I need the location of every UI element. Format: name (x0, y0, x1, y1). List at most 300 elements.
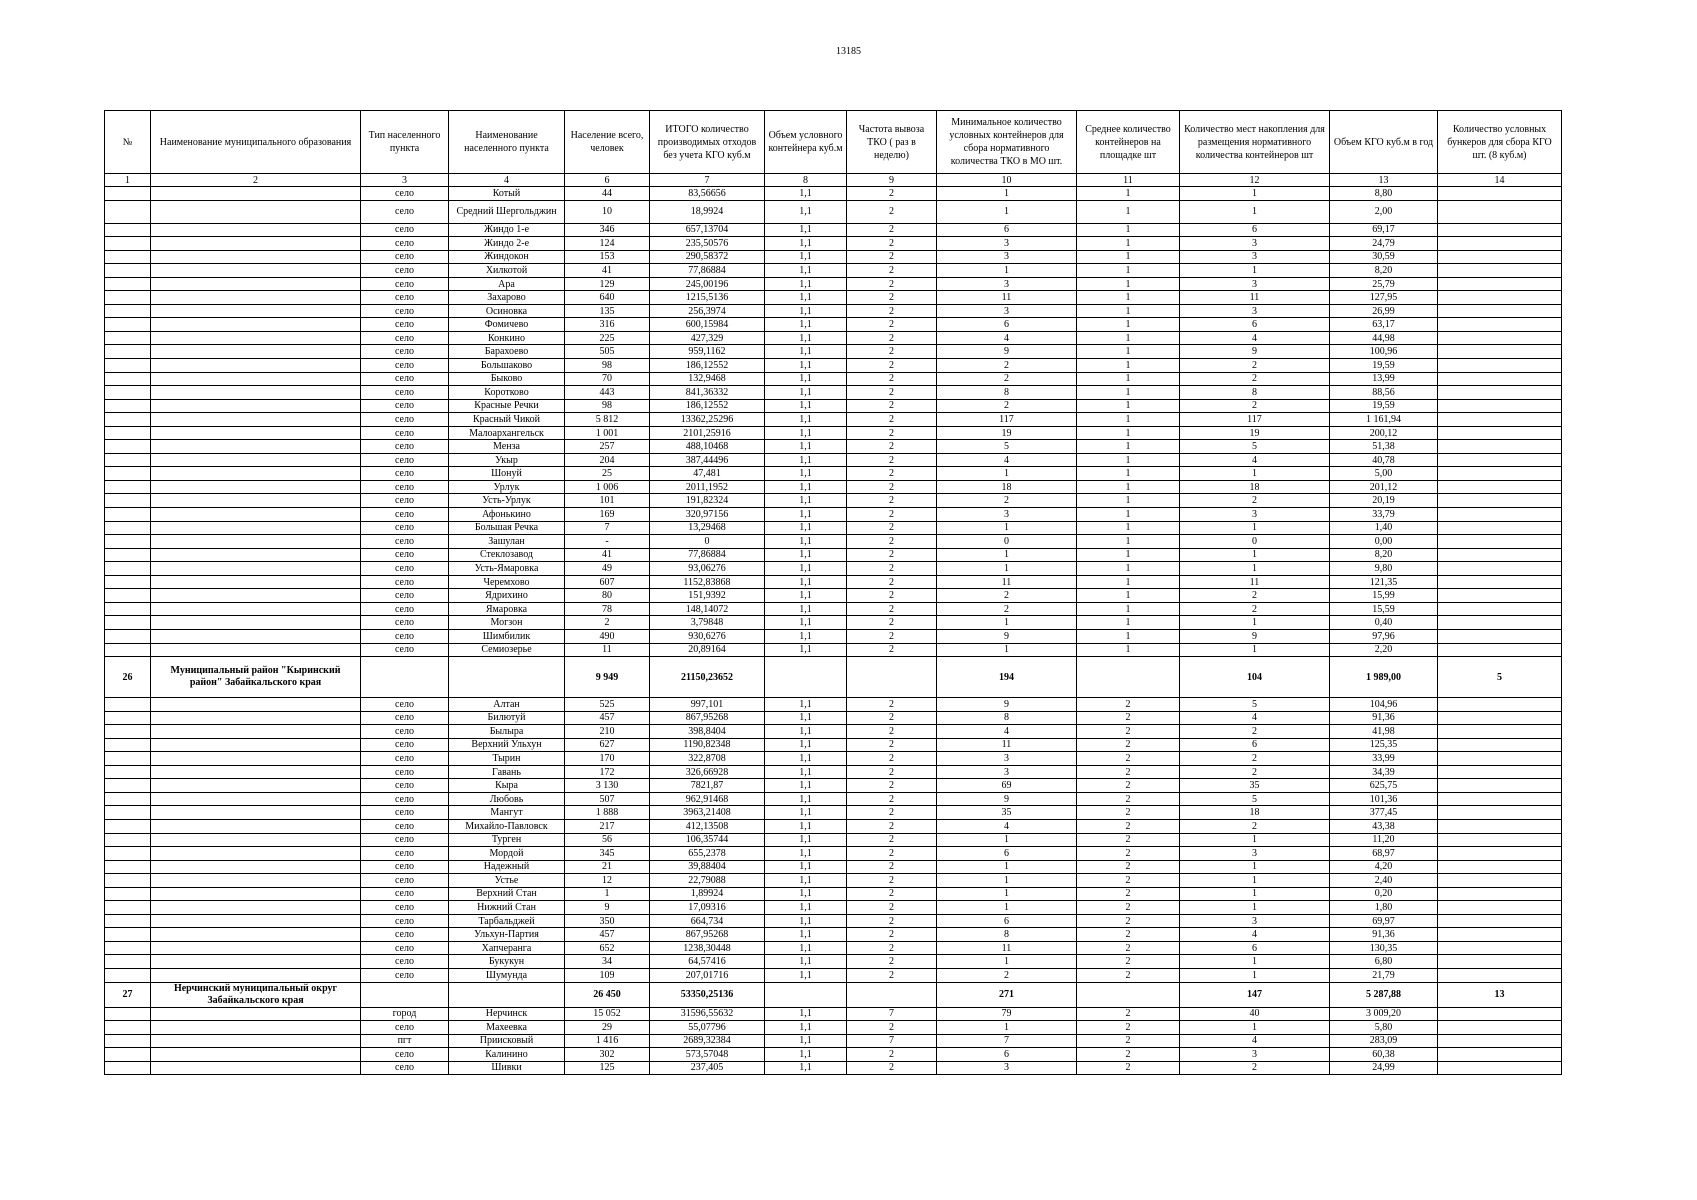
table-cell: 271 (937, 982, 1077, 1007)
table-cell: 98 (565, 399, 650, 413)
table-cell (361, 982, 449, 1007)
table-cell: село (361, 562, 449, 576)
table-cell: 9 (937, 698, 1077, 712)
table-cell (1438, 779, 1562, 793)
header-cell: Наименование населенного пункта (449, 111, 565, 174)
municipality-name-cell (151, 698, 361, 712)
table-cell: 2 (1180, 819, 1330, 833)
table-cell: 3 (937, 304, 1077, 318)
settlement-name-cell: Быково (449, 372, 565, 386)
table-cell (105, 1007, 151, 1021)
table-cell: село (361, 250, 449, 264)
table-cell: село (361, 304, 449, 318)
table-row (105, 535, 1562, 549)
settlement-name-cell: Ара (449, 277, 565, 291)
table-cell: село (361, 887, 449, 901)
header-cell: Частота вывоза ТКО ( раз в неделю) (847, 111, 937, 174)
table-cell: 2 (847, 399, 937, 413)
table-cell (1438, 819, 1562, 833)
table-cell: 2 (1077, 738, 1180, 752)
table-cell: 191,82324 (650, 494, 765, 508)
table-cell: село (361, 792, 449, 806)
table-cell: село (361, 941, 449, 955)
table-row (105, 467, 1562, 481)
table-cell: 2 (847, 562, 937, 576)
table-cell: 1,1 (765, 548, 847, 562)
table-cell: 841,36332 (650, 386, 765, 400)
table-cell: 2 (1077, 833, 1180, 847)
table-cell: 2 (1077, 1034, 1180, 1048)
municipality-name-cell: Нерчинский муниципальный округ Забайкальского края (151, 982, 361, 1007)
table-cell (1438, 1021, 1562, 1035)
table-cell: 2 (1077, 874, 1180, 888)
table-cell: 1 (1180, 521, 1330, 535)
table-cell: 427,329 (650, 331, 765, 345)
table-row (105, 291, 1562, 305)
table-cell (1438, 901, 1562, 915)
table-cell: 1238,30448 (650, 941, 765, 955)
table-cell: 3 (1180, 304, 1330, 318)
table-cell: 2 (1077, 1061, 1180, 1075)
table-cell: 2 (1077, 901, 1180, 915)
table-cell: 1 (1180, 562, 1330, 576)
table-cell: 6 (1180, 941, 1330, 955)
table-row (105, 901, 1562, 915)
table-cell: 1,1 (765, 629, 847, 643)
table-row (105, 304, 1562, 318)
table-row (105, 548, 1562, 562)
table-cell: 1 (937, 264, 1077, 278)
table-cell: 962,91468 (650, 792, 765, 806)
table-row (105, 1007, 1562, 1021)
table-cell: 2 (937, 372, 1077, 386)
table-cell: 13,99 (1330, 372, 1438, 386)
table-cell: 3 (937, 1061, 1077, 1075)
municipality-name-cell (151, 440, 361, 454)
waste-table (104, 110, 1562, 1075)
municipality-name-cell (151, 237, 361, 251)
table-cell: 2 (847, 738, 937, 752)
table-cell: 2 (1077, 955, 1180, 969)
table-cell (105, 1061, 151, 1075)
table-cell: 15,59 (1330, 602, 1438, 616)
table-cell: 7 (565, 521, 650, 535)
table-cell: 0,20 (1330, 887, 1438, 901)
municipality-name-cell (151, 250, 361, 264)
table-cell: село (361, 765, 449, 779)
table-cell: 2 (847, 589, 937, 603)
table-cell: 117 (937, 413, 1077, 427)
table-cell (105, 480, 151, 494)
table-cell: 345 (565, 847, 650, 861)
table-cell: село (361, 264, 449, 278)
table-cell (1438, 359, 1562, 373)
table-cell: 26 450 (565, 982, 650, 1007)
table-cell (1438, 187, 1562, 201)
table-cell: 34 (565, 955, 650, 969)
table-cell: 1,1 (765, 331, 847, 345)
table-cell: 1 (1077, 345, 1180, 359)
table-cell: 6 (937, 318, 1077, 332)
settlement-name-cell: Тарбальджей (449, 914, 565, 928)
table-cell: 0 (937, 535, 1077, 549)
table-cell: 3 (1180, 250, 1330, 264)
table-cell: 2 (847, 955, 937, 969)
table-cell: 1 (1077, 291, 1180, 305)
table-cell: 2 (1180, 372, 1330, 386)
table-cell: 5 287,88 (1330, 982, 1438, 1007)
table-cell: село (361, 372, 449, 386)
table-cell: 10 (565, 200, 650, 223)
table-cell (1438, 752, 1562, 766)
settlement-name-cell: Конкино (449, 331, 565, 345)
settlement-name-cell: Билютуй (449, 711, 565, 725)
table-row (105, 779, 1562, 793)
table-cell: 91,36 (1330, 711, 1438, 725)
municipality-name-cell (151, 494, 361, 508)
municipality-name-cell (151, 426, 361, 440)
table-cell: 22,79088 (650, 874, 765, 888)
table-cell: село (361, 955, 449, 969)
table-cell (1438, 711, 1562, 725)
table-cell (1438, 955, 1562, 969)
settlement-name-cell: Шимбилик (449, 629, 565, 643)
table-cell: 83,56656 (650, 187, 765, 201)
table-cell: 1 (937, 616, 1077, 630)
header-cell: Объем КГО куб.м в год (1330, 111, 1438, 174)
table-cell: 11 (1180, 575, 1330, 589)
table-row (105, 806, 1562, 820)
column-number: 4 (449, 174, 565, 187)
table-cell: 9 949 (565, 657, 650, 698)
table-cell: 97,96 (1330, 629, 1438, 643)
table-cell: 8 (937, 386, 1077, 400)
settlement-name-cell: Жиндокон (449, 250, 565, 264)
table-cell: 2 (1077, 928, 1180, 942)
municipality-name-cell (151, 792, 361, 806)
table-cell: 101 (565, 494, 650, 508)
table-cell: 2 (847, 521, 937, 535)
table-cell: село (361, 318, 449, 332)
table-cell: 2 (847, 264, 937, 278)
table-cell: 11 (937, 291, 1077, 305)
table-cell: 8,80 (1330, 187, 1438, 201)
table-cell: 200,12 (1330, 426, 1438, 440)
table-cell (1438, 413, 1562, 427)
table-cell (361, 657, 449, 698)
table-cell: 15 052 (565, 1007, 650, 1021)
table-cell: 2 (1077, 968, 1180, 982)
table-cell: 2 (847, 698, 937, 712)
table-cell: 398,8404 (650, 725, 765, 739)
table-cell: 2 (847, 277, 937, 291)
table-cell (105, 426, 151, 440)
table-cell: 2 (847, 494, 937, 508)
table-cell (105, 345, 151, 359)
table-cell (105, 819, 151, 833)
table-cell (105, 331, 151, 345)
table-cell: село (361, 629, 449, 643)
table-cell: 2 (847, 616, 937, 630)
table-cell: село (361, 453, 449, 467)
table-cell (1438, 399, 1562, 413)
table-cell: 1 (1077, 575, 1180, 589)
municipality-name-cell (151, 901, 361, 915)
table-cell: 125,35 (1330, 738, 1438, 752)
table-cell (1438, 291, 1562, 305)
table-row (105, 602, 1562, 616)
table-cell: 5,80 (1330, 1021, 1438, 1035)
table-cell (105, 508, 151, 522)
table-cell: 9 (565, 901, 650, 915)
table-cell: 0,00 (1330, 535, 1438, 549)
table-cell: 3 (937, 508, 1077, 522)
column-number: 11 (1077, 174, 1180, 187)
table-cell: 12 (565, 874, 650, 888)
table-cell: 100,96 (1330, 345, 1438, 359)
settlement-name-cell: Большаково (449, 359, 565, 373)
table-cell (1438, 616, 1562, 630)
table-cell: 7 (847, 1034, 937, 1048)
table-cell: село (361, 847, 449, 861)
table-cell: 2 (847, 250, 937, 264)
table-cell: 377,45 (1330, 806, 1438, 820)
table-cell (105, 616, 151, 630)
table-cell: 2 (1077, 819, 1180, 833)
table-cell: 1,1 (765, 968, 847, 982)
table-cell: 1,1 (765, 874, 847, 888)
table-cell: 316 (565, 318, 650, 332)
table-cell: 2 (847, 806, 937, 820)
table-cell: 1 (937, 874, 1077, 888)
settlement-name-cell: Зашулан (449, 535, 565, 549)
table-cell: 225 (565, 331, 650, 345)
table-cell (105, 1034, 151, 1048)
table-cell: село (361, 535, 449, 549)
table-cell (105, 413, 151, 427)
table-cell (105, 847, 151, 861)
settlement-name-cell: Ямаровка (449, 602, 565, 616)
table-cell: 257 (565, 440, 650, 454)
table-cell: 2 (847, 291, 937, 305)
table-cell: 1,1 (765, 765, 847, 779)
column-number: 8 (765, 174, 847, 187)
table-cell: 1,80 (1330, 901, 1438, 915)
table-cell (1438, 914, 1562, 928)
table-cell (1438, 698, 1562, 712)
municipality-name-cell (151, 318, 361, 332)
table-cell: 1,1 (765, 819, 847, 833)
table-cell (105, 453, 151, 467)
table-cell: 2 (1180, 399, 1330, 413)
table-row (105, 616, 1562, 630)
table-cell: 627 (565, 738, 650, 752)
table-cell: 1 (1077, 562, 1180, 576)
table-cell: 488,10468 (650, 440, 765, 454)
table-cell: село (361, 359, 449, 373)
table-cell (105, 914, 151, 928)
table-cell: 4,20 (1330, 860, 1438, 874)
table-cell (1438, 331, 1562, 345)
table-cell: 78 (565, 602, 650, 616)
table-cell: 2 (1077, 779, 1180, 793)
table-cell: 1 (1077, 386, 1180, 400)
municipality-name-cell (151, 264, 361, 278)
table-cell: 2 (1077, 847, 1180, 861)
municipality-name-cell (151, 968, 361, 982)
table-row (105, 200, 1562, 223)
table-cell (105, 1021, 151, 1035)
table-row (105, 928, 1562, 942)
table-cell: 60,38 (1330, 1048, 1438, 1062)
table-cell (105, 738, 151, 752)
table-cell: 1 (1077, 277, 1180, 291)
table-cell: село (361, 616, 449, 630)
table-cell: 91,36 (1330, 928, 1438, 942)
table-cell (105, 291, 151, 305)
table-cell: 1 161,94 (1330, 413, 1438, 427)
page-number: 13185 (836, 46, 861, 57)
table-row (105, 494, 1562, 508)
table-cell: 69,97 (1330, 914, 1438, 928)
table-cell: 1,1 (765, 616, 847, 630)
table-cell: 1 (1180, 955, 1330, 969)
municipality-name-cell (151, 887, 361, 901)
table-cell: село (361, 521, 449, 535)
table-cell: 20,19 (1330, 494, 1438, 508)
table-cell (1438, 833, 1562, 847)
header-cell: Среднее количество контейнеров на площадке шт (1077, 111, 1180, 174)
table-cell: 1,1 (765, 1061, 847, 1075)
table-cell: 1,1 (765, 887, 847, 901)
table-cell: 1,1 (765, 860, 847, 874)
table-cell: 26,99 (1330, 304, 1438, 318)
header-cell: № (105, 111, 151, 174)
table-cell: 43,38 (1330, 819, 1438, 833)
table-cell: 322,8708 (650, 752, 765, 766)
table-cell: 201,12 (1330, 480, 1438, 494)
table-cell (1438, 806, 1562, 820)
table-cell: 25,79 (1330, 277, 1438, 291)
table-cell: 2 (1077, 1021, 1180, 1035)
table-cell: 1,1 (765, 941, 847, 955)
table-cell: 77,86884 (650, 548, 765, 562)
settlement-name-cell: Усть-Урлук (449, 494, 565, 508)
table-cell: 5 (1438, 657, 1562, 698)
table-cell (1438, 1034, 1562, 1048)
table-cell: 13 (1438, 982, 1562, 1007)
table-cell: 2 (847, 237, 937, 251)
table-row (105, 887, 1562, 901)
table-cell: 283,09 (1330, 1034, 1438, 1048)
table-cell: 1 989,00 (1330, 657, 1438, 698)
municipality-name-cell (151, 1061, 361, 1075)
table-cell (105, 562, 151, 576)
table-row (105, 1021, 1562, 1035)
table-cell: 2 (847, 887, 937, 901)
table-row (105, 453, 1562, 467)
table-cell: 457 (565, 711, 650, 725)
table-cell: 127,95 (1330, 291, 1438, 305)
table-cell: 6 (937, 1048, 1077, 1062)
table-cell: село (361, 860, 449, 874)
table-row (105, 575, 1562, 589)
table-cell: 3 (1180, 237, 1330, 251)
municipality-name-cell (151, 372, 361, 386)
municipality-name-cell (151, 738, 361, 752)
table-cell (1438, 847, 1562, 861)
table-cell: 1,1 (765, 833, 847, 847)
table-cell (105, 752, 151, 766)
table-row (105, 1048, 1562, 1062)
table-cell (105, 1048, 151, 1062)
table-cell: 104 (1180, 657, 1330, 698)
table-cell: 2 (1180, 494, 1330, 508)
municipality-name-cell (151, 508, 361, 522)
table-cell: 867,95268 (650, 928, 765, 942)
column-number: 7 (650, 174, 765, 187)
municipality-summary-row (105, 657, 1562, 698)
table-cell: 1 888 (565, 806, 650, 820)
column-number: 2 (151, 174, 361, 187)
table-cell: село (361, 914, 449, 928)
table-cell: 5 (937, 440, 1077, 454)
table-cell: 69 (937, 779, 1077, 793)
table-cell: 8 (937, 928, 1077, 942)
table-cell: 1,1 (765, 643, 847, 657)
table-cell: 9 (937, 345, 1077, 359)
table-cell: 11 (937, 941, 1077, 955)
table-cell: 2 (847, 914, 937, 928)
table-cell: 3 (1180, 847, 1330, 861)
table-cell: село (361, 223, 449, 237)
table-cell: 34,39 (1330, 765, 1438, 779)
table-cell: 2 (847, 1061, 937, 1075)
table-cell (105, 264, 151, 278)
table-cell: 8,20 (1330, 264, 1438, 278)
table-cell (105, 535, 151, 549)
table-cell: село (361, 711, 449, 725)
table-cell: 20,89164 (650, 643, 765, 657)
table-cell: село (361, 237, 449, 251)
table-cell: 505 (565, 345, 650, 359)
column-number-row (105, 174, 1562, 187)
table-cell: село (361, 779, 449, 793)
table-cell: 41 (565, 264, 650, 278)
table-cell: 2689,32384 (650, 1034, 765, 1048)
table-cell: 1,1 (765, 372, 847, 386)
table-cell: 1 (565, 887, 650, 901)
table-cell: 93,06276 (650, 562, 765, 576)
table-cell: 8 (1180, 386, 1330, 400)
header-cell: Тип населенного пункта (361, 111, 449, 174)
settlement-name-cell: Захарово (449, 291, 565, 305)
table-cell: 2 (1077, 765, 1180, 779)
table-cell: 655,2378 (650, 847, 765, 861)
table-cell: 2 (847, 187, 937, 201)
settlement-name-cell: Жиндо 2-е (449, 237, 565, 251)
settlement-name-cell: Ульхун-Партия (449, 928, 565, 942)
table-cell: 1,1 (765, 453, 847, 467)
settlement-name-cell: Коротково (449, 386, 565, 400)
municipality-name-cell (151, 223, 361, 237)
table-cell: 29 (565, 1021, 650, 1035)
table-cell: 47,481 (650, 467, 765, 481)
table-cell: 607 (565, 575, 650, 589)
table-cell: 2 (1180, 725, 1330, 739)
table-cell: 27 (105, 982, 151, 1007)
settlement-name-cell: Мордой (449, 847, 565, 861)
